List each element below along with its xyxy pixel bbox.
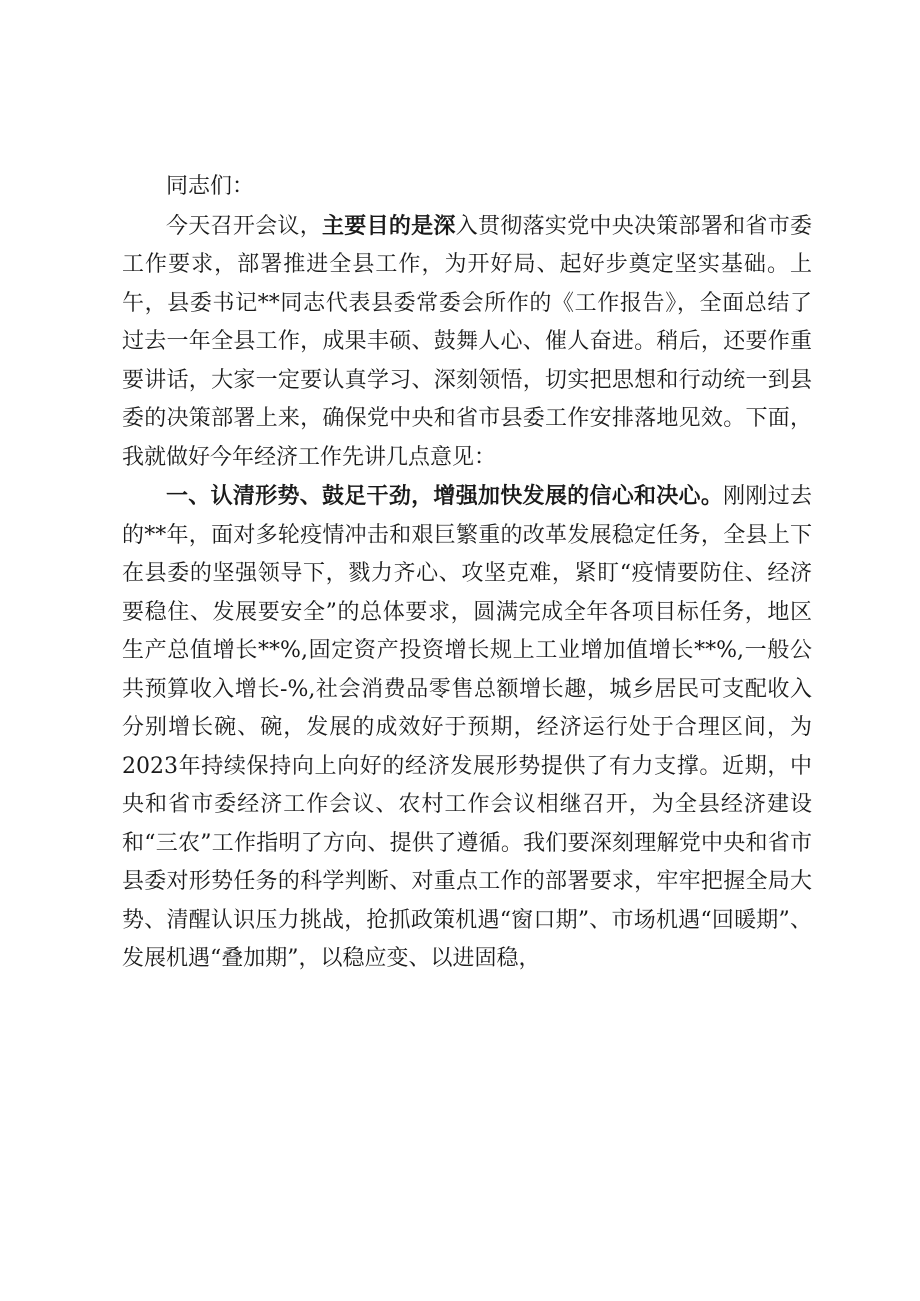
salutation-text: 同志们： (166, 174, 255, 199)
paragraph-section-one (122, 477, 812, 979)
intro-lead: 今天召开会议， (166, 213, 322, 239)
intro-bold-phrase: 主要目的是深 (322, 212, 456, 239)
section-one-body: 刚刚过去的**年，面对多轮疫情冲击和艰巨繁重的改革发展稳定任务，全县上下在县委的坚强领导下，戮力齐心、攻坚克难，紧盯“疫情要防住、经济要稳住、发展要安全”的总体要求，圆满完成全年各项目标任务，地区生产总值增长**%,固定资产投资增长规上工业增加值增长**%,一般公共预算收入增长-%,社会消费品零售总额增长趣，城乡居民可支配收入分别增长碗、碗，发展的成效好于预期，经济运行处于合理区间，为2023年持续保持向上向好的经济发展形势提供了有力支撑。近期，中央和省市委经济工作会议、农村工作会议相继召开，为全县经济建设和“三农”工作指明了方向、提供了遵循。我们要深刻理解党中央和省市县委对形势任务的科学判断、对重点工作的部署要求，牢牢把握全局大势、清醒认识压力挑战，抢抓政策机遇“窗口期”、市场机遇“回暖期”、发展机遇“叠加期”，以稳应变、以进固稳， (122, 484, 813, 971)
section-one-heading: 一、认清形势、鼓足干劲，增强加快发展的信心和决心。 (166, 483, 724, 509)
intro-rest: 入贯彻落实党中央决策部署和省市委工作要求，部署推进全县工作，为开好局、起好步奠定坚实基础。上午，县委书记**同志代表县委常委会所作的《工作报告》，全面总结了过去一年全县工作，成果丰硕、鼓舞人心、催人奋进。稍后，还要作重要讲话，大家一定要认真学习、深刻领悟，切实把思想和行动统一到县委的决策部署上来，确保党中央和省市县委工作安排落地见效。下面，我就做好今年经济工作先讲几点意见： (122, 213, 812, 470)
salutation (122, 168, 812, 207)
paragraph-intro (122, 207, 812, 478)
document-body (122, 168, 812, 979)
